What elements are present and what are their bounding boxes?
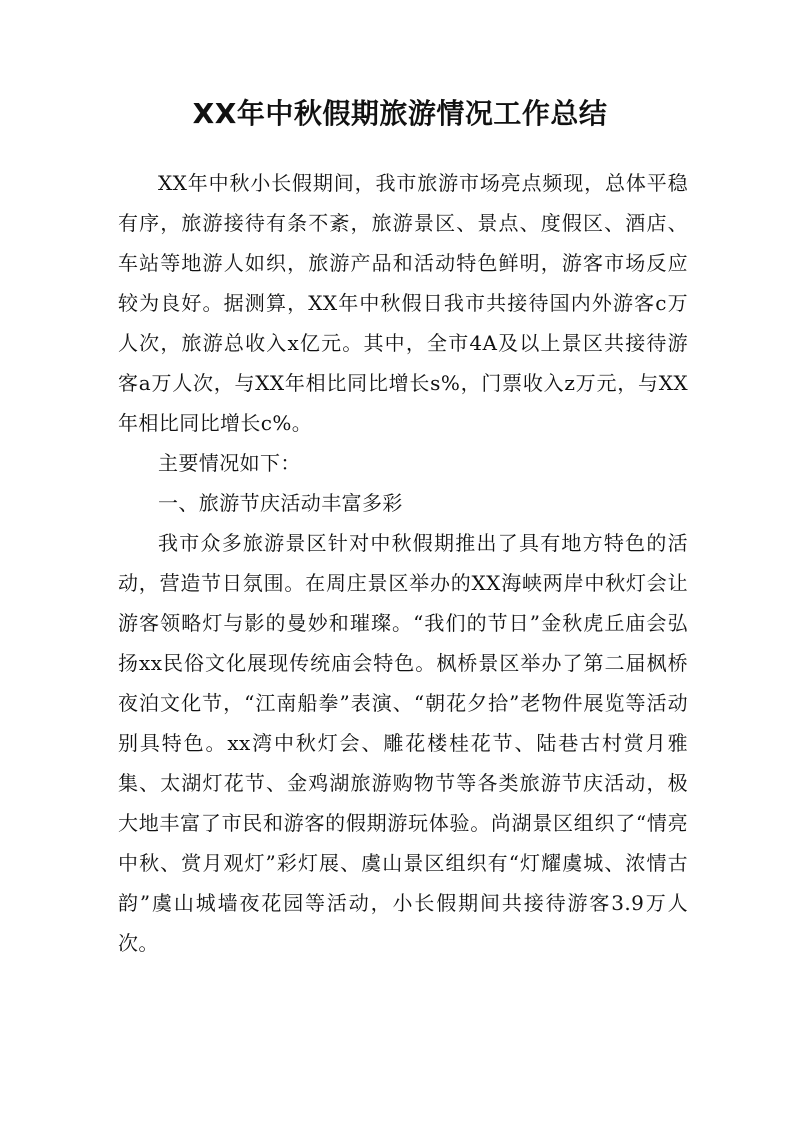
document-title: XX年中秋假期旅游情况工作总结 — [192, 97, 608, 130]
document-body — [118, 163, 688, 963]
paragraph-intro: XX年中秋小长假期间，我市旅游市场亮点频现，总体平稳有序，旅游接待有条不紊，旅游景区、景点、度假区、酒店、车站等地游人如织，旅游产品和活动特色鲜明，游客市场反应较为良好。据测算，XX年中秋假日我市共接待国内外游客c万人次，旅游总收入x亿元。其中，全市4A及以上景区共接待游客a万人次，与XX年相比同比增长s%，门票收入z万元，与XX年相比同比增长c%。 — [118, 171, 688, 435]
paragraph-festivals: 我市众多旅游景区针对中秋假期推出了具有地方特色的活动，营造节日氛围。在周庄景区举办的XX海峡两岸中秋灯会让游客领略灯与影的曼妙和璀璨。“我们的节日”金秋虎丘庙会弘扬xx民俗文化展现传统庙会特色。枫桥景区举办了第二届枫桥夜泊文化节，“江南船拳”表演、“朝花夕拾”老物件展览等活动别具特色。xx湾中秋灯会、雕花楼桂花节、陆巷古村赏月雅集、太湖灯花节、金鸡湖旅游购物节等各类旅游节庆活动，极大地丰富了市民和游客的假期游玩体验。尚湖景区组织了“情亮中秋、赏月观灯”彩灯展、虞山景区组织有“灯耀虞城、浓情古韵”虞山城墙夜花园等活动，小长假期间共接待游客3.9万人次。 — [118, 531, 688, 955]
paragraph-overview-lead: 主要情况如下： — [158, 451, 301, 475]
section-heading-festivals: 一、旅游节庆活动丰富多彩 — [158, 491, 403, 515]
